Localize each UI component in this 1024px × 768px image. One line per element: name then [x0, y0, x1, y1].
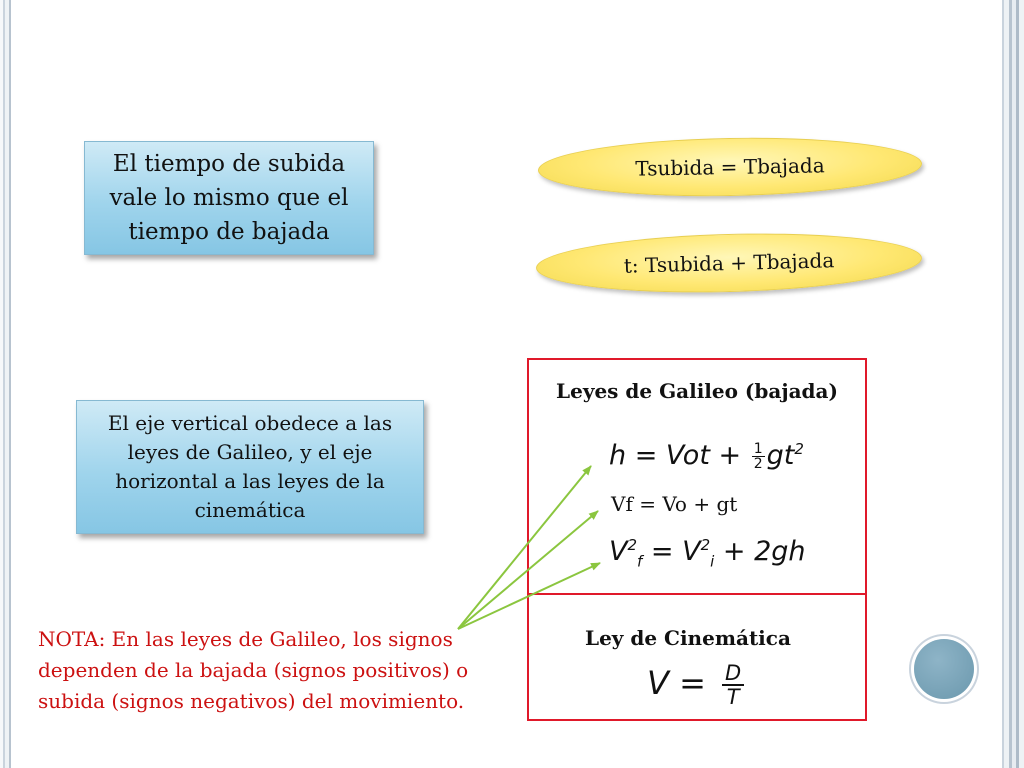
- galileo-laws-title: Leyes de Galileo (bajada): [556, 379, 838, 403]
- note-text: NOTA: En las leyes de Galileo, los signos dependen de la bajada (signos positivos) o subida (signos negativos) del movimiento.: [38, 627, 469, 713]
- formula-velocity-text: V = $\frac{D}{T}$: [647, 664, 744, 702]
- fraction-half: $\frac{1}{2}$: [753, 441, 763, 472]
- arrow-to-velocity-squared: [458, 563, 600, 629]
- formula-velocity-squared-text: $V^2_f = V^2_i + 2gh$: [609, 536, 806, 571]
- fraction-d-over-t: $\frac{D}{T}$: [722, 662, 744, 708]
- oval-total-time-text: t: Tsubida + Tbajada: [623, 248, 835, 278]
- galileo-axis-text: El eje vertical obedece a las leyes de Galileo, y el eje horizontal a las leyes de la cinemática: [107, 411, 393, 522]
- arrow-to-height-formula: [458, 466, 591, 629]
- arrow-to-final-velocity: [458, 511, 598, 629]
- subida-bajada-text: El tiempo de subida vale lo mismo que el tiempo de bajada: [109, 151, 349, 245]
- formula-final-velocity: Vf = Vo + gt: [611, 492, 738, 516]
- cinematica-title: Ley de Cinemática: [585, 626, 791, 650]
- formula-height-text: h = Vot + $\frac{1}{2}$ $gt^2$: [609, 440, 804, 472]
- oval-tsubida-equal-text: Tsubida = Tbajada: [635, 153, 825, 181]
